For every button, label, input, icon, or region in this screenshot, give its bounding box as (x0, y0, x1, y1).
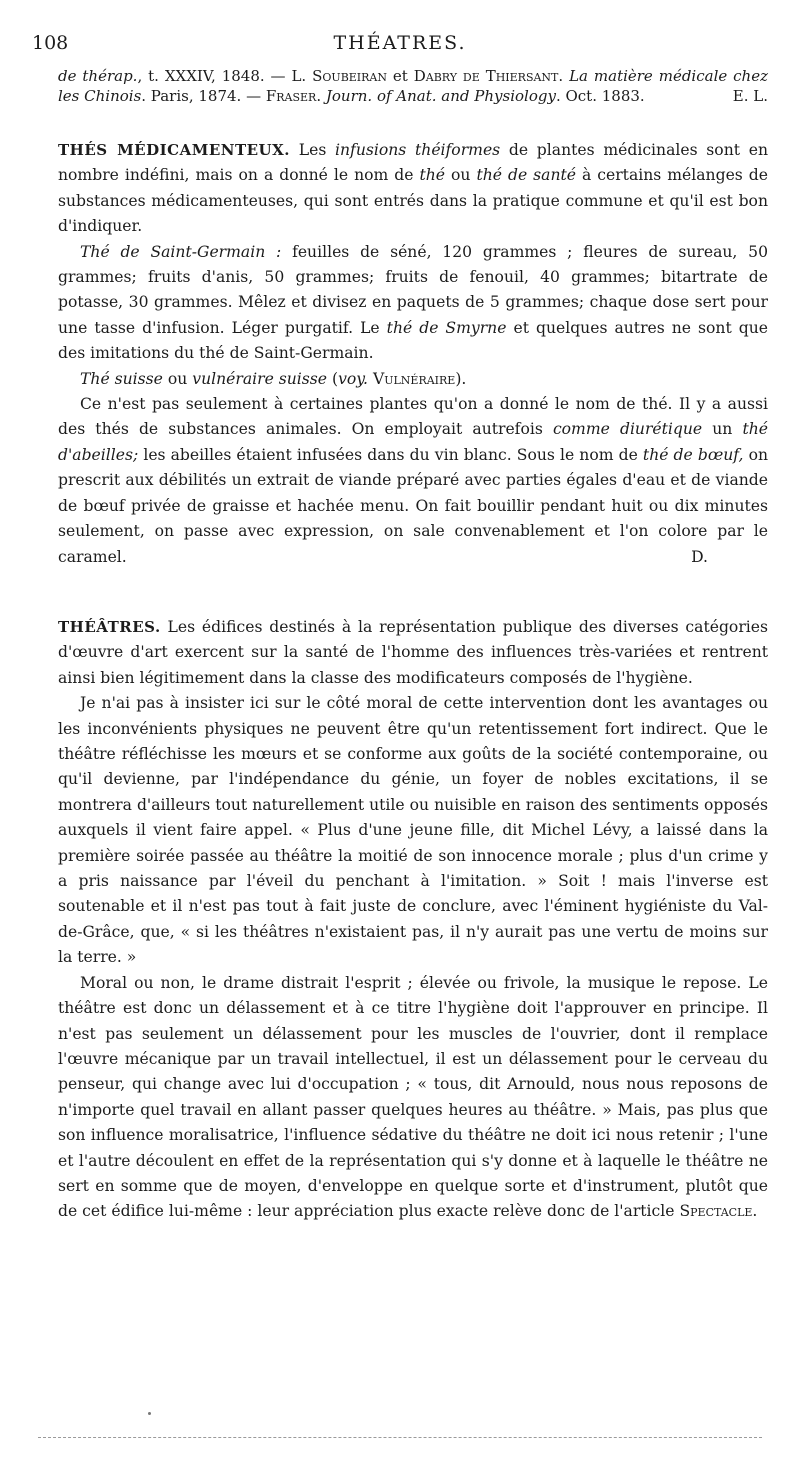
italic-term: thé (419, 166, 446, 185)
bottom-rule (38, 1437, 762, 1438)
text: Les édifices destinés à la représentation publique des diverses catégories d'œuvre d'art exercent sur la santé de l'homme des influences très-variées et rentrent ainsi bien légitimement dans la classe des modificateurs composés de l'hygiène. (58, 618, 768, 687)
article-theatres (58, 615, 768, 1225)
ref-author: Fraser (265, 87, 317, 105)
ref-signature: E. L. (732, 87, 768, 105)
italic-term: thé d'abeilles; (58, 420, 768, 464)
italic-term: voy. (338, 369, 368, 388)
ref-text: , t. XXXIV, 1848. — L. (137, 67, 313, 85)
ref-text: . (316, 87, 326, 105)
italic-term: thé de bœuf, (642, 445, 744, 464)
text: ). (455, 369, 467, 388)
italic-term: thé de santé (476, 166, 576, 185)
text: un (702, 420, 743, 439)
cross-reference: Spectacle (679, 1202, 753, 1221)
italic-term: comme diurétique (552, 420, 703, 439)
ref-journal-abbrev: de thérap. (58, 67, 138, 85)
running-header (32, 32, 768, 56)
text: et quelques autres ne sont que des imitations du thé de Saint-Germain. (58, 318, 769, 363)
ref-text: . (558, 67, 570, 85)
text: Les (290, 141, 336, 159)
paragraph (58, 240, 768, 367)
cross-reference: Vulnéraire (372, 369, 456, 388)
article-heading: THÉÂTRES. (58, 618, 161, 636)
ref-title: La matière médicale chez les Chinois (58, 67, 769, 105)
text: ou (162, 369, 193, 388)
italic-term: Thé de Saint-Germain : (80, 242, 282, 261)
text: à certains mélanges de substances médicamenteuses, qui sont entrés dans la pratique commune et qu'il est bon d'indiquer. (58, 166, 769, 236)
paragraph (58, 615, 768, 691)
article-heading: THÉS MÉDICAMENTEUX. (58, 141, 291, 159)
running-title: THÉATRES. (333, 32, 467, 54)
ref-author: Soubeiran (312, 67, 387, 85)
text: Ce n'est pas seulement à certaines plantes qu'on a donné le nom de thé. Il y a aussi des thés de substances animales. On employait autrefois (58, 395, 768, 439)
ref-text: et (387, 67, 414, 85)
paragraph (58, 138, 768, 240)
text: ou (445, 166, 477, 185)
ref-author: Dabry de Thiersant (413, 67, 559, 85)
italic-term: thé de Smyrne (386, 318, 507, 337)
text: feuilles de séné, 120 grammes ; fleures de sureau, 50 grammes; fruits d'anis, 50 grammes; fruits de fenouil, 40 grammes; bitartrate de potasse, 30 grammes. Mêlez et divisez en paquets de 5 grammes; chaque dose sert pour une tasse d'infusion. Léger purgatif. Le (58, 242, 768, 337)
paragraph: Je n'ai pas à insister ici sur le côté moral de cette intervention dont les avantages ou les inconvénients physiques ne peuvent être qu'un retentissement fort indirect. Que le théâtre réfléchisse les mœurs et se conforme aux goûts de la société contemporaine, ou qu'il devienne, par l'indépendance du génie, un foyer de nobles excitations, il se montrera d'ailleurs tout naturellement utile ou nuisible en raison des sentiments opposés auxquels il vient faire appel. « Plus d'une jeune fille, dit Michel Lévy, a laissé dans la première soirée passée au théâtre la moitié de son innocence morale ; plus d'un crime y a pris naissance par l'éveil du penchant à l'imitation. » Soit ! mais l'inverse est soutenable et il n'est pas tout à fait juste de conclure, avec l'éminent hygiéniste du Val-de-Grâce, que, « si les théâtres n'existaient pas, il n'y aurait pas une vertu de moins sur la terre. » (58, 694, 768, 967)
text: Moral ou non, le drame distrait l'esprit ; élevée ou frivole, la musique le repose. Le théâtre est donc un délassement et à ce titre l'hygiène doit l'approuver en principe. Il n'est pas seulement un délassement pour les muscles de l'ouvrier, dont il remplace l'œuvre mécanique par un travail intellectuel, il est un délassement pour le cerveau du penseur, qui change avec lui d'occupation ; « tous, dit Arnould, nous nous reposons de n'importe quel travail en allant passer quelques heures au théâtre. » Mais, pas plus que son influence moralisatrice, l'influence sédative du théâtre ne doit ici nous retenir ; l'une et l'autre découlent en effet de la représentation qui s'y donne et à laquelle le théâtre ne sert en somme que de moyen, d'enveloppe en quelque sorte et d'instrument, plutôt que de cet édifice lui-même : leur appréciation plus exacte relève donc de l'article (58, 973, 768, 1221)
text: on prescrit aux débilités un extrait de viande préparé avec parties égales d'eau et de viande de bœuf privée de graisse et hachée menu. On fait bouillir pendant huit ou dix minutes seulement, on passe avec expression, on sale convenablement et l'on colore par le caramel. (58, 445, 769, 566)
article-signature: D. (691, 547, 708, 566)
text: ( (327, 369, 339, 388)
paragraph (58, 392, 768, 570)
article-thes-medicamenteux (58, 138, 768, 570)
italic-term: vulnéraire suisse (192, 369, 328, 388)
italic-term: infusions théiformes (335, 141, 501, 159)
paragraph (58, 367, 768, 392)
ref-text: . Paris, 1874. — (141, 87, 266, 105)
page-number: 108 (32, 32, 69, 54)
ref-text: . Oct. 1883. (555, 87, 645, 105)
text: les abeilles étaient infusées dans du vin blanc. Sous le nom de (138, 445, 643, 464)
text: . (752, 1202, 758, 1221)
bibliographic-references (58, 66, 768, 106)
italic-term: Thé suisse (80, 369, 163, 388)
text: de plantes médicinales sont en nombre indéfini, mais on a donné le nom de (58, 141, 768, 185)
paragraph (58, 971, 768, 1225)
print-speck (148, 1412, 151, 1415)
ref-journal: Journ. of Anat. and Physiology (325, 87, 556, 105)
